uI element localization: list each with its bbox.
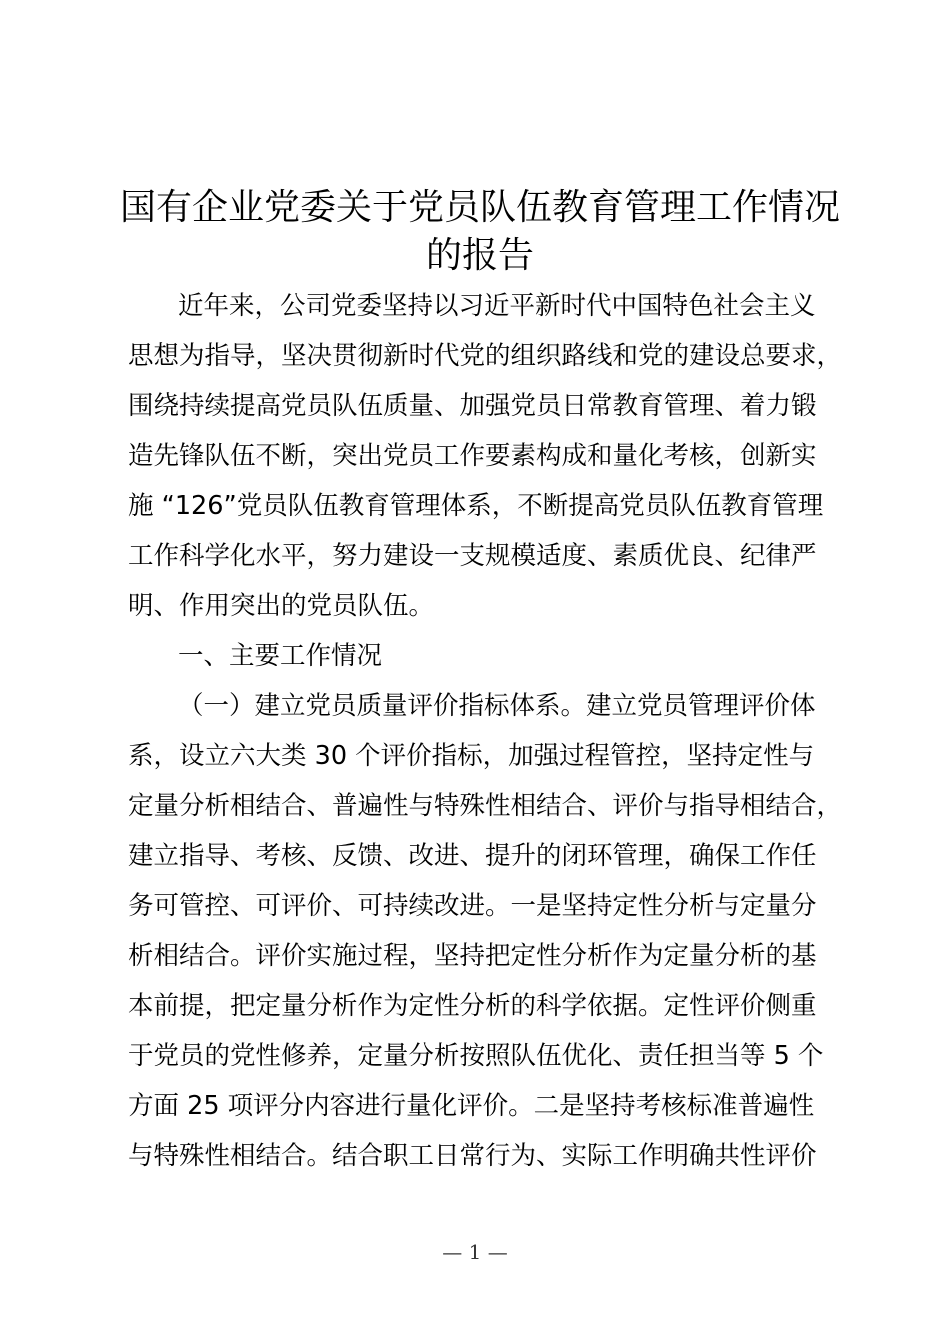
- paragraph-line: 务可管控、可评价、可持续改进。一是坚持定性分析与定量分: [128, 891, 817, 921]
- paragraph-line: 明、作用突出的党员队伍。: [128, 591, 435, 621]
- paragraph-line: 方面 25 项评分内容进行量化评价。二是坚持考核标准普遍性: [128, 1091, 815, 1121]
- section-heading: 一、主要工作情况: [178, 641, 383, 671]
- paragraph-line: 与特殊性相结合。结合职工日常行为、实际工作明确共性评价: [128, 1141, 817, 1171]
- paragraph-line: 工作科学化水平，努力建设一支规模适度、素质优良、纪律严: [128, 541, 817, 571]
- paragraph-line: 造先锋队伍不断，突出党员工作要素构成和量化考核，创新实: [128, 441, 817, 471]
- paragraph-line: 近年来，公司党委坚持以习近平新时代中国特色社会主义: [178, 291, 816, 321]
- title-line-2: 的报告: [425, 235, 534, 276]
- paragraph-line: 析相结合。评价实施过程，坚持把定性分析作为定量分析的基: [128, 941, 817, 971]
- paragraph-line: 施 “126”党员队伍教育管理体系，不断提高党员队伍教育管理: [128, 491, 824, 521]
- document-body: [128, 284, 843, 1184]
- document-title: [120, 184, 840, 280]
- paragraph-line: 本前提，把定量分析作为定性分析的科学依据。定性评价侧重: [128, 991, 817, 1021]
- paragraph-line: 系，设立六大类 30 个评价指标，加强过程管控，坚持定性与: [128, 741, 815, 771]
- paragraph-line: 思想为指导，坚决贯彻新时代党的组织路线和党的建设总要求，: [128, 341, 843, 371]
- title-line-1: 国有企业党委关于党员队伍教育管理工作情况: [120, 187, 841, 228]
- paragraph-line: （一）建立党员质量评价指标体系。建立党员管理评价体: [178, 691, 816, 721]
- paragraph-line: 建立指导、考核、反馈、改进、提升的闭环管理，确保工作任: [128, 841, 817, 871]
- paragraph-line: 于党员的党性修养，定量分析按照队伍优化、责任担当等 5 个: [128, 1041, 824, 1071]
- page-number: — 1 —: [442, 1240, 508, 1264]
- paragraph-line: 定量分析相结合、普遍性与特殊性相结合、评价与指导相结合，: [128, 791, 843, 821]
- paragraph-line: 围绕持续提高党员队伍质量、加强党员日常教育管理、着力锻: [128, 391, 817, 421]
